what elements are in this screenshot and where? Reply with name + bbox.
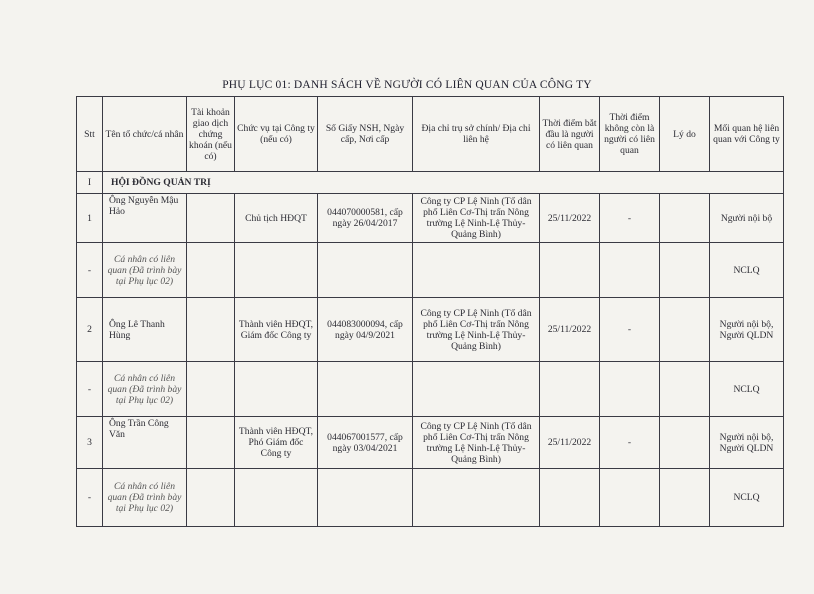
- table-row: [77, 243, 784, 298]
- cell-account: [187, 417, 235, 469]
- section-stt: I: [77, 172, 103, 194]
- cell-start: [540, 362, 600, 417]
- cell-stt: 2: [77, 298, 103, 362]
- cell-end: [600, 243, 660, 298]
- cell-reason: [660, 194, 710, 243]
- cell-position: [235, 243, 318, 298]
- cell-stt: 1: [77, 194, 103, 243]
- section-name: HỘI ĐỒNG QUẢN TRỊ: [103, 172, 784, 194]
- cell-start: 25/11/2022: [540, 417, 600, 469]
- cell-end: -: [600, 298, 660, 362]
- cell-stt: -: [77, 362, 103, 417]
- cell-start: [540, 243, 600, 298]
- cell-address: Công ty CP Lệ Ninh (Tổ dân phố Liên Cơ-Thị trấn Nông trường Lệ Ninh-Lệ Thủy-Quảng Bình): [413, 194, 540, 243]
- cell-relation: NCLQ: [710, 243, 784, 298]
- cell-end: -: [600, 194, 660, 243]
- col-relation: Mối quan hệ liên quan với Công ty: [710, 97, 784, 172]
- cell-reason: [660, 362, 710, 417]
- cell-name: Ông Trần Công Văn: [103, 417, 187, 469]
- cell-reason: [660, 243, 710, 298]
- col-address: Địa chỉ trụ sở chính/ Địa chỉ liên hệ: [413, 97, 540, 172]
- cell-relation: NCLQ: [710, 469, 784, 527]
- cell-nsh: [318, 469, 413, 527]
- cell-address: [413, 362, 540, 417]
- cell-relation: Người nội bộ, Người QLDN: [710, 298, 784, 362]
- table-row: [77, 362, 784, 417]
- cell-start: 25/11/2022: [540, 298, 600, 362]
- cell-nsh: 044067001577, cấp ngày 03/04/2021: [318, 417, 413, 469]
- cell-address: [413, 243, 540, 298]
- table-row: [77, 469, 784, 527]
- table-row: [77, 417, 784, 469]
- cell-account: [187, 469, 235, 527]
- cell-stt: -: [77, 469, 103, 527]
- col-stt: Stt: [77, 97, 103, 172]
- col-account: Tài khoản giao dịch chứng khoán (nếu có): [187, 97, 235, 172]
- related-persons-table: [76, 96, 784, 527]
- cell-position: Thành viên HĐQT, Phó Giám đốc Công ty: [235, 417, 318, 469]
- cell-reason: [660, 298, 710, 362]
- cell-start: 25/11/2022: [540, 194, 600, 243]
- cell-relation: NCLQ: [710, 362, 784, 417]
- cell-account: [187, 362, 235, 417]
- cell-reason: [660, 469, 710, 527]
- table-row: [77, 194, 784, 243]
- cell-reason: [660, 417, 710, 469]
- cell-nsh: 044070000581, cấp ngày 26/04/2017: [318, 194, 413, 243]
- cell-nsh: 044083000094, cấp ngày 04/9/2021: [318, 298, 413, 362]
- cell-relation: Người nội bộ, Người QLDN: [710, 417, 784, 469]
- table-row: [77, 298, 784, 362]
- cell-nsh: [318, 243, 413, 298]
- cell-address: Công ty CP Lệ Ninh (Tổ dân phố Liên Cơ-Thị trấn Nông trường Lệ Ninh-Lệ Thủy-Quảng Bình): [413, 298, 540, 362]
- cell-account: [187, 194, 235, 243]
- cell-account: [187, 243, 235, 298]
- cell-name: Ông Nguyễn Mậu Hảo: [103, 194, 187, 243]
- cell-account: [187, 298, 235, 362]
- cell-position: [235, 469, 318, 527]
- page-title: PHỤ LỤC 01: DANH SÁCH VỀ NGƯỜI CÓ LIÊN QUAN CỦA CÔNG TY: [222, 79, 592, 91]
- header-row: [77, 97, 784, 172]
- cell-name: Cá nhân có liên quan (Đã trình bày tại Phụ lục 02): [103, 469, 187, 527]
- cell-position: [235, 362, 318, 417]
- cell-name: Cá nhân có liên quan (Đã trình bày tại Phụ lục 02): [103, 362, 187, 417]
- cell-name: Cá nhân có liên quan (Đã trình bày tại Phụ lục 02): [103, 243, 187, 298]
- col-end: Thời điểm không còn là người có liên quan: [600, 97, 660, 172]
- cell-address: Công ty CP Lệ Ninh (Tổ dân phố Liên Cơ-Thị trấn Nông trường Lệ Ninh-Lệ Thủy-Quảng Bình): [413, 417, 540, 469]
- col-nsh: Số Giấy NSH, Ngày cấp, Nơi cấp: [318, 97, 413, 172]
- cell-relation: Người nội bộ: [710, 194, 784, 243]
- cell-end: [600, 362, 660, 417]
- col-name: Tên tổ chức/cá nhân: [103, 97, 187, 172]
- cell-end: -: [600, 417, 660, 469]
- col-reason: Lý do: [660, 97, 710, 172]
- cell-end: [600, 469, 660, 527]
- cell-nsh: [318, 362, 413, 417]
- cell-stt: -: [77, 243, 103, 298]
- cell-position: Thành viên HĐQT, Giám đốc Công ty: [235, 298, 318, 362]
- cell-position: Chủ tịch HĐQT: [235, 194, 318, 243]
- section-row: [77, 172, 784, 194]
- cell-address: [413, 469, 540, 527]
- cell-name: Ông Lê Thanh Hùng: [103, 298, 187, 362]
- col-position: Chức vụ tại Công ty (nếu có): [235, 97, 318, 172]
- cell-start: [540, 469, 600, 527]
- col-start: Thời điểm bắt đầu là người có liên quan: [540, 97, 600, 172]
- cell-stt: 3: [77, 417, 103, 469]
